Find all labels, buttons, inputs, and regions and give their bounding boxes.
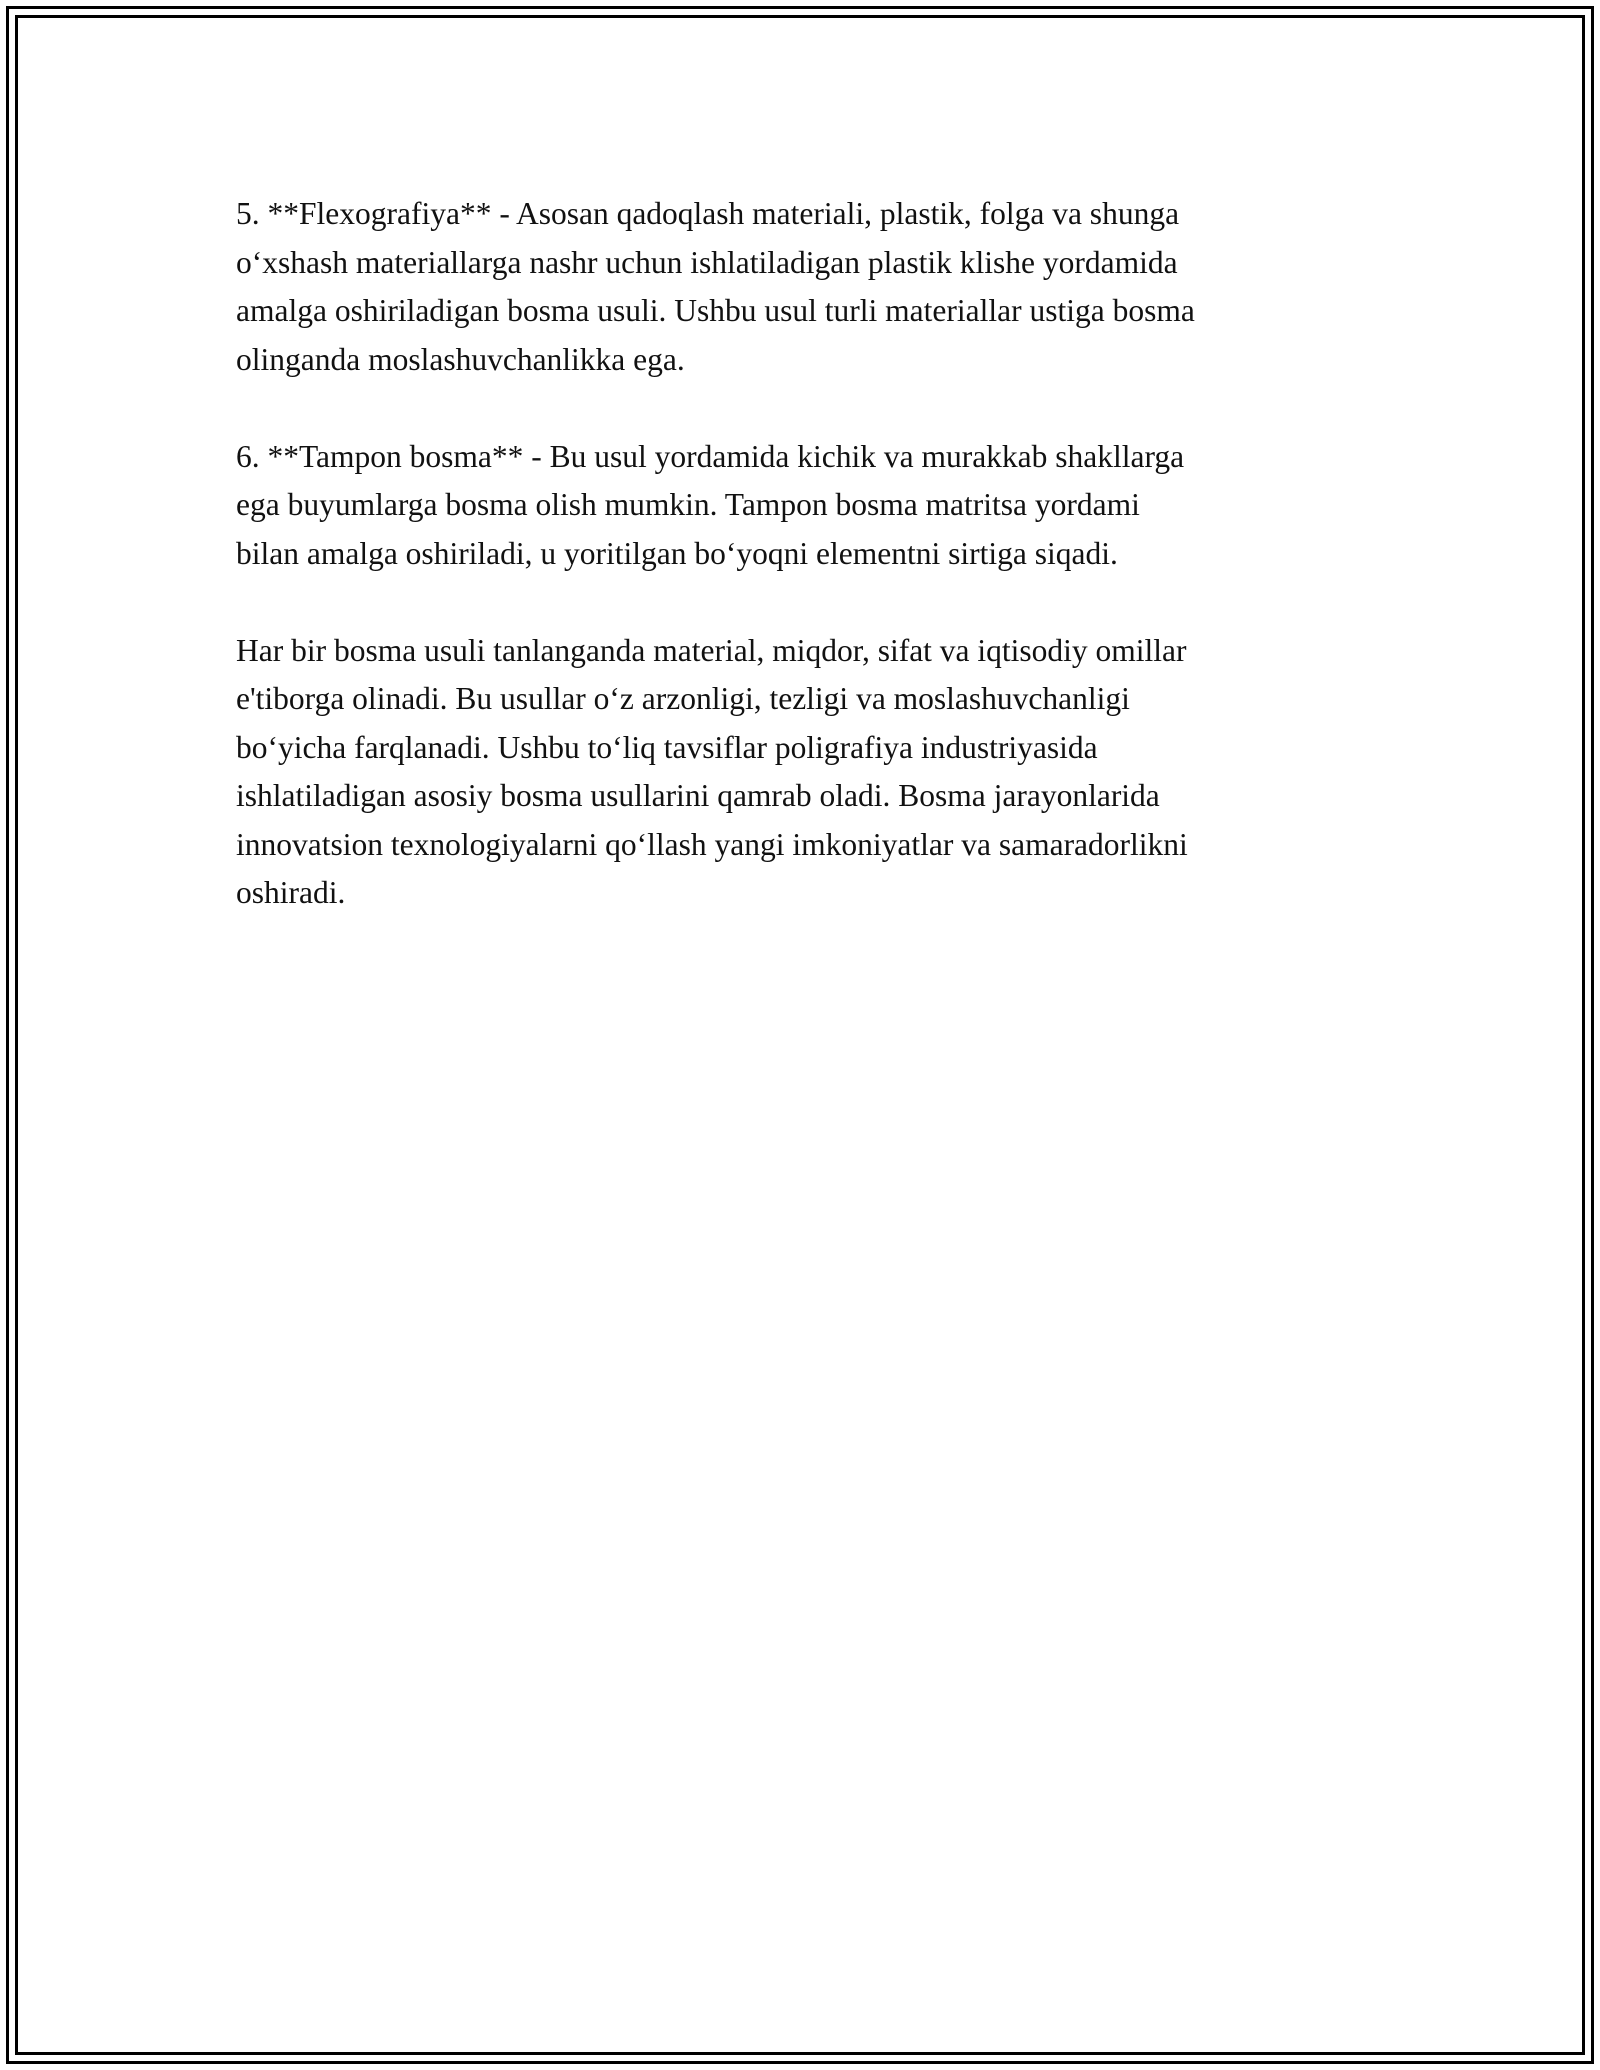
paragraph-conclusion: Har bir bosma usuli tanlanganda material, miqdor, sifat va iqtisodiy omillar e'tiborga olinadi. Bu usullar o‘z arzonligi, tezligi va moslashuvchanligi bo‘yicha farqlanadi. Ushbu to‘liq tavsiflar poligrafiya industriyasida ishlatiladigan asosiy bosma usullarini qamrab oladi. Bosma jarayonlarida innovatsion texnologiyalarni qo‘llash yangi imkoniyatlar va samaradorlikni oshiradi. [236,632,1188,910]
paragraph-flexografiya: 5. **Flexografiya** - Asosan qadoqlash materiali, plastik, folga va shunga o‘xshash materiallarga nashr uchun ishlatiladigan plastik klishe yordamida amalga oshiriladigan bosma usuli. Ushbu usul turli materiallar ustiga bosma olinganda moslashuvchanlikka ega. [236,196,1195,377]
document-body [236,190,1366,966]
paragraph-tampon-bosma: 6. **Tampon bosma** - Bu usul yordamida kichik va murakkab shakllarga ega buyumlarga bosma olish mumkin. Tampon bosma matritsa yordami bilan amalga oshiriladi, u yoritilgan bo‘yoqni elementni sirtiga siqadi. [236,438,1185,571]
